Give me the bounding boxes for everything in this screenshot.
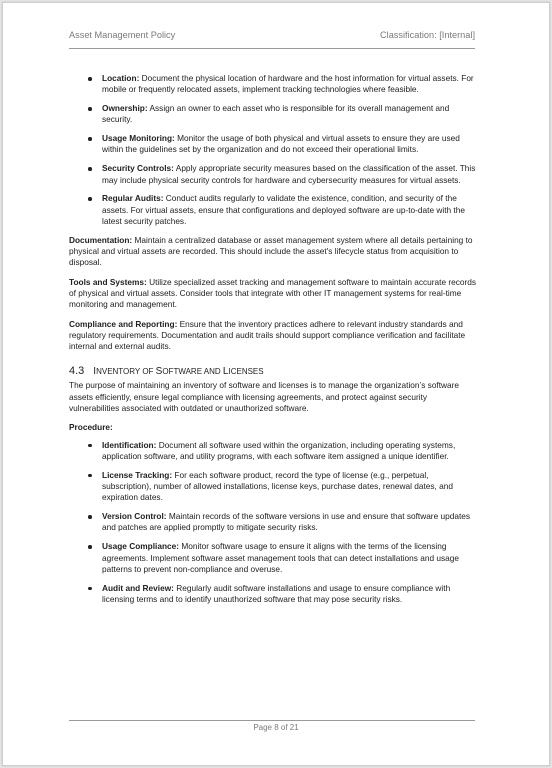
paragraph-text: Maintain a centralized database or asset management system where all details pertaining to physical and virtual assets are recorded. This should include the asset's lifecycle status from acquisition to disposal.	[69, 234, 473, 268]
bullet-icon	[88, 545, 92, 549]
paragraph-label: Compliance and Reporting:	[69, 318, 178, 329]
document-page	[2, 2, 550, 766]
procedure-label: Procedure:	[69, 422, 113, 433]
paragraph-text: Ensure that the inventory practices adhere to relevant industry standards and regulatory requirements. Documentation and audit trails should support compliance verification and facilitate internal and external audits.	[69, 318, 466, 352]
item-label: Regular Audits:	[102, 193, 164, 204]
paragraph-compliance-reporting	[69, 319, 479, 353]
item-text: Apply appropriate security measures based on the classification of the asset. This may include physical security controls for hardware and cybersecurity measures for virtual assets.	[102, 163, 476, 185]
bullet-list-bottom	[69, 440, 479, 606]
paragraph-documentation	[69, 235, 479, 269]
bullet-icon	[88, 515, 92, 519]
paragraph-tools-systems	[69, 277, 479, 311]
item-label: Usage Compliance:	[102, 541, 179, 552]
item-text: Regularly audit software installations and usage to ensure compliance with licensing terms and to identify unauthorized software that may pose security risks.	[102, 582, 451, 604]
item-text: Monitor the usage of both physical and virtual assets to ensure they are used within the guidelines set by the organization and do not exceed their operational limits.	[102, 133, 460, 155]
item-label: License Tracking:	[102, 469, 173, 480]
item-label: Usage Monitoring:	[102, 133, 175, 144]
section-title-part: S	[155, 366, 163, 378]
page-content	[69, 73, 479, 613]
section-title-part: L	[222, 366, 229, 378]
item-text: Maintain records of the software versions in use and ensure that software updates and patches are applied promptly to mitigate security risks.	[102, 511, 471, 533]
page-number: Page 8 of 21	[253, 723, 299, 732]
paragraph-label: Documentation:	[69, 234, 133, 245]
list-item	[69, 583, 479, 606]
list-item	[69, 511, 479, 534]
list-item	[69, 470, 479, 504]
item-label: Identification:	[102, 439, 157, 450]
paragraph-text: Utilize specialized asset tracking and management software to maintain accurate records of physical and virtual assets. Consider tools that integrate with other IT management systems for real-time monitoring and management.	[69, 276, 477, 310]
item-text: Assign an owner to each asset who is responsible for its overall management and security.	[102, 103, 450, 125]
list-item	[69, 440, 479, 463]
item-text: Conduct audits regularly to validate the existence, condition, and security of the assets. For virtual assets, ensure that configurations and deployed software are up-to-date with the latest security patches.	[102, 193, 465, 226]
page-header	[69, 30, 475, 49]
footer-divider	[69, 720, 475, 721]
section-number: 4.3	[69, 365, 85, 378]
section-title-part: NVENTORY OF	[96, 367, 156, 377]
section-intro: The purpose of maintaining an inventory of software and licenses is to manage the organization’s software assets efficiently, ensure legal compliance with licensing agreements, and protect against security vulnerabilities associated with outdated or unauthorized software.	[69, 380, 460, 414]
bullet-list-top	[69, 73, 479, 227]
list-item	[69, 73, 479, 96]
bullet-icon	[88, 474, 92, 478]
list-item	[69, 133, 479, 156]
procedure-label-line	[69, 422, 479, 433]
item-text: Monitor software usage to ensure it aligns with the terms of the licensing agreements. Implement software asset management tools that can detect installations and usage patterns to prevent non-compliance and overuse.	[102, 541, 459, 574]
item-label: Version Control:	[102, 511, 167, 522]
page-footer	[3, 723, 549, 732]
item-text: For each software product, record the type of license (e.g., perpetual, subscription), number of allowed installations, license keys, purchase dates, renewal dates, and expiration dates.	[102, 469, 453, 503]
bullet-icon	[88, 587, 92, 591]
item-label: Ownership:	[102, 103, 148, 114]
bullet-icon	[88, 167, 92, 171]
list-item	[69, 193, 479, 227]
paragraph-label: Tools and Systems:	[69, 276, 147, 287]
list-item	[69, 541, 479, 575]
bullet-icon	[88, 197, 92, 201]
bullet-icon	[88, 137, 92, 141]
header-title: Asset Management Policy	[69, 30, 176, 40]
list-item	[69, 163, 479, 186]
item-text: Document the physical location of hardware and the host information for virtual assets. For mobile or frequently relocated assets, implement tracking technologies where feasible.	[102, 73, 474, 95]
item-label: Security Controls:	[102, 163, 174, 174]
section-title-part: I	[93, 366, 97, 378]
bullet-icon	[88, 77, 92, 81]
item-label: Audit and Review:	[102, 582, 174, 593]
header-classification: Classification: [Internal]	[380, 30, 475, 40]
section-title-part: ICENSES	[228, 367, 264, 377]
section-heading	[69, 364, 479, 379]
item-label: Location:	[102, 73, 140, 83]
item-text: Document all software used within the organization, including operating systems, application software, and utility programs, with each software item assigned a unique identifier.	[102, 439, 456, 461]
bullet-icon	[88, 444, 92, 448]
section-title-part: OFTWARE AND	[162, 367, 223, 377]
bullet-icon	[88, 107, 92, 111]
list-item	[69, 103, 479, 126]
